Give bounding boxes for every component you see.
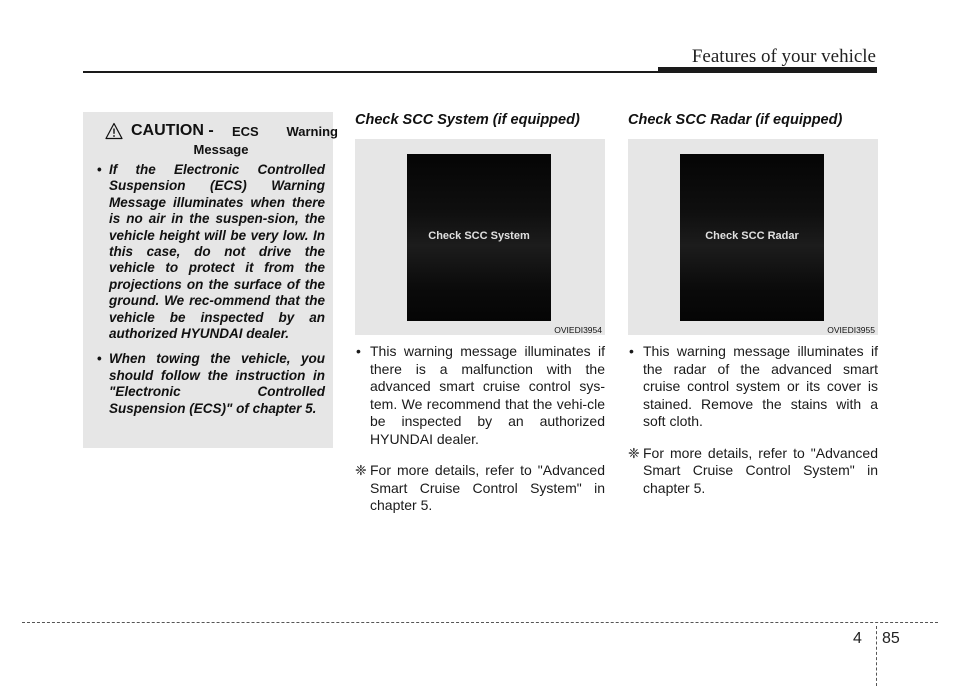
header-rule bbox=[83, 71, 660, 73]
footer-rule bbox=[22, 622, 938, 623]
screen-message: Check SCC System bbox=[428, 230, 530, 242]
caution-subtitle: ECS Warning bbox=[232, 124, 338, 139]
caution-subtitle-line2: Message bbox=[193, 142, 249, 157]
caution-label: CAUTION - bbox=[131, 122, 214, 139]
note-text bbox=[355, 462, 605, 515]
display-screen bbox=[407, 154, 551, 321]
section-title-scc-system: Check SCC System (if equipped) bbox=[355, 112, 580, 128]
bullet-text: • This warning message illuminates if the radar of the advanced smart cruise control system or its cover is stained. Remove the stains with a soft cloth. bbox=[628, 343, 878, 431]
section-body-scc-radar bbox=[628, 343, 878, 497]
caution-item: • If the Electronic Controlled Suspension (ECS) Warning Message illuminates when there is no air in the suspen-sion, the vehicle height will be very low. In this case, do not drive the vehicle to protect it from the projections on the surface of the ground. We rec-ommend that the vehicle be inspected by an authorized HYUNDAI dealer. bbox=[97, 162, 325, 342]
figure-scc-system bbox=[355, 139, 605, 335]
caution-list bbox=[97, 162, 325, 417]
figure-code: OVIEDI3955 bbox=[827, 325, 875, 335]
display-screen bbox=[680, 154, 824, 321]
caution-box bbox=[83, 112, 338, 448]
warning-triangle-icon bbox=[105, 122, 123, 140]
header-rule-accent bbox=[658, 67, 877, 73]
figure-code: OVIEDI3954 bbox=[554, 325, 602, 335]
caution-heading bbox=[97, 122, 338, 162]
section-body-scc-system bbox=[355, 343, 605, 515]
note-body: For more details, refer to "Advanced Smart Cruise Control System" in chapter 5. bbox=[370, 462, 605, 513]
footer-divider bbox=[876, 626, 877, 686]
page-number: 85 bbox=[882, 630, 900, 647]
screen-message: Check SCC Radar bbox=[705, 230, 799, 242]
note-body: For more details, refer to "Advanced Smart Cruise Control System" in chapter 5. bbox=[643, 444, 878, 496]
bullet-text: • This warning message illuminates if there is a malfunction with the advanced smart cruise control sys-tem. We recommend that the vehi-cle be inspected by an authorized HYUNDAI dealer. bbox=[355, 343, 605, 448]
note-text bbox=[628, 445, 878, 498]
section-title-scc-radar: Check SCC Radar (if equipped) bbox=[628, 112, 843, 128]
caution-item: • When towing the vehicle, you should follow the instruction in "Electronic Controlled Suspension (ECS)" of chapter 5. bbox=[97, 351, 325, 417]
note-mark-icon: ❈ bbox=[355, 462, 367, 478]
chapter-number: 4 bbox=[853, 630, 862, 647]
note-mark-icon: ❈ bbox=[628, 444, 640, 461]
figure-scc-radar bbox=[628, 139, 878, 335]
page-header-title: Features of your vehicle bbox=[691, 46, 876, 67]
